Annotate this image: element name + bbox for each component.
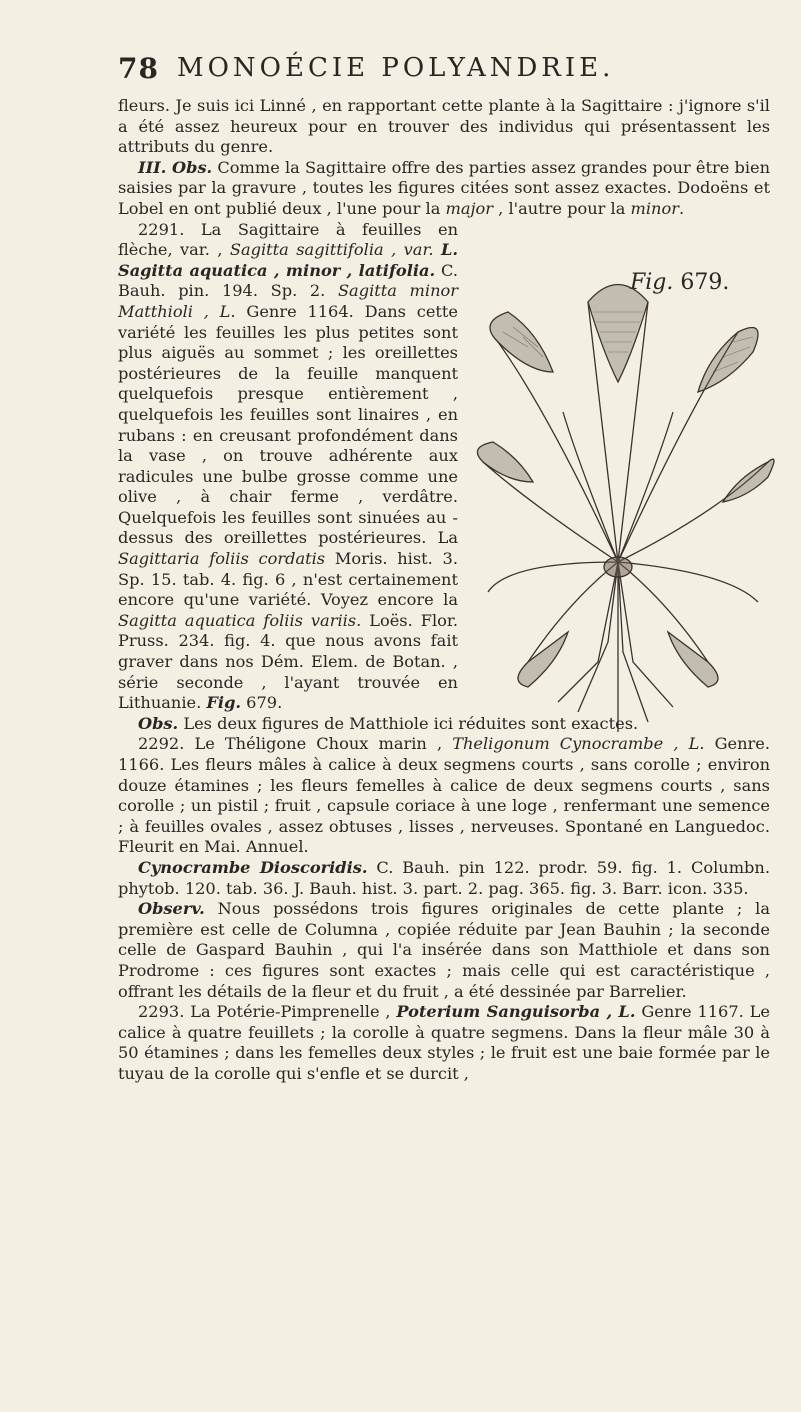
body-text	[118, 96, 770, 1085]
paragraph-obs	[118, 714, 770, 735]
author-abbrev: L.	[440, 240, 458, 260]
figure-label-number: 679.	[680, 270, 730, 295]
entry-2293	[118, 1002, 770, 1084]
latin-name: Sagitta aquatica , minor , latifolia.	[118, 260, 436, 280]
entry-2291-f: Moris. hist. 3. Sp. 15. tab. 4. fig. 6 , n'est certainement encore qu'une variété. Voyez encore la	[118, 549, 458, 610]
latin-name: Poterium Sanguisorba , L.	[396, 1002, 636, 1022]
observ-heading: Observ.	[138, 899, 205, 919]
entry-2291-g: Loës. Flor. Pruss. 234. fig. 4. que nous avons fait graver dans nos Dém. Elem. de Botan. , série seconde , l'ayant trouvée en Lithuanie.	[118, 610, 458, 713]
paragraph-2-end: .	[678, 198, 685, 218]
paragraph-2-mid: , l'autre pour la	[493, 198, 631, 218]
paragraph-1: fleurs. Je suis ici Linné , en rapportant cette plante à la Sagittaire : j'ignore s'il a été assez heureux pour en trouver des individus qui présentassent les attributs du genre.	[118, 96, 770, 157]
latin-name: Sagitta aquatica foliis variis.	[118, 610, 362, 630]
references: C. Bauh. pin 122. prodr. 59. fig. 1. Columbn. phytob. 120. tab. 36. J. Bauh. hist. 3. part. 2. pag. 365. fig. 3. Barr. icon. 335.	[118, 857, 770, 898]
running-title: MONOÉCIE POLYANDRIE.	[176, 53, 615, 83]
page-number: 78	[118, 51, 159, 85]
paragraph-observ	[118, 899, 770, 1002]
entry-2292	[118, 734, 770, 858]
entry-2291	[118, 220, 458, 714]
entry-2291-a: 2291. La Sagittaire à feuilles en flèche, var. ,	[118, 219, 458, 260]
minor-term: minor	[630, 198, 679, 218]
latin-name: Theligonum Cynocrambe , L.	[452, 734, 705, 754]
latin-name: Sagitta sagittifolia , var.	[229, 240, 434, 260]
fig-ref: Fig.	[206, 693, 242, 713]
entry-2293-a: 2293. La Potérie-Pimprenelle ,	[138, 1002, 397, 1022]
latin-name: Cynocrambe Dioscoridis.	[138, 857, 368, 877]
figure-label-prefix: Fig.	[630, 270, 674, 295]
paragraph-2-text: Comme la Sagittaire offre des parties assez grandes pour être bien saisies par la gravure , toutes les figures citées sont assez exactes. Dodoëns et Lobel en ont publié deux , l'une pour la	[118, 157, 771, 218]
entry-2291-e: Genre 1164. Dans cette variété les feuilles les plus petites sont plus aiguës au sommet ; les oreillettes postérieures de la feuille manquent quelquefois presque entièrement , quelquefois les feuilles sont linaires , en rubans : en creusant profondément dans la vase , on trouve adhérente aux radicules une bulbe grosse comme une olive , à chair ferme , verdâtre. Quelquefois les feuilles sont sinuées au - dessus des oreillettes postérieures. La	[118, 301, 458, 548]
entry-2293-b: Genre 1167. Le calice à quatre feuillets ; la corolle à quatre segmens. Dans la fleur mâle 30 à 50 étamines ; dans les femelles deux styles ; le fruit est une baie formée par le tuyau de la corolle qui s'enfle et se durcit ,	[118, 1002, 770, 1083]
obs-text: Les deux figures de Matthiole ici réduites sont exactes.	[178, 713, 639, 733]
observ-text: Nous possédons trois figures originales de cette plante ; la première est celle de Columna , copiée réduite par Jean Bauhin ; la seconde celle de Gaspard Bauhin , qui l'a insérée dans son Matthiole et dans son Prodrome : ces figures sont exactes ; mais celle qui est caractéristique , offrant les détails de la fleur et du fruit , a été dessinée par Barrelier.	[118, 899, 770, 1001]
major-term: major	[445, 198, 494, 218]
paragraph-cynocrambe	[118, 858, 770, 899]
entry-2291-d: C. Bauh. pin. 194. Sp. 2.	[118, 260, 458, 301]
latin-name: Sagittaria foliis cordatis	[118, 549, 326, 569]
obs-heading: Obs.	[138, 713, 179, 733]
page-header	[118, 46, 768, 90]
paragraph-2	[118, 158, 770, 220]
entry-2292-b: Genre. 1166. Les fleurs mâles à calice à deux segmens courts , sans corolle ; environ douze étamines ; les fleurs femelles à calice de deux segmens courts , sans corolle ; un pistil ; fruit , capsule coriace à une loge , renfermant une semence ; à feuilles ovales , assez obtuses , lisses , nerveuses. Spontané en Languedoc. Fleurit en Mai. Annuel.	[118, 734, 771, 857]
fig-ref-number: 679.	[241, 693, 283, 713]
spacer	[434, 240, 441, 259]
entry-2292-a: 2292. Le Théligone Choux marin ,	[138, 734, 453, 754]
latin-name: Sagitta minor Matthioli , L.	[118, 281, 458, 321]
obs-heading: III. Obs.	[138, 157, 213, 177]
